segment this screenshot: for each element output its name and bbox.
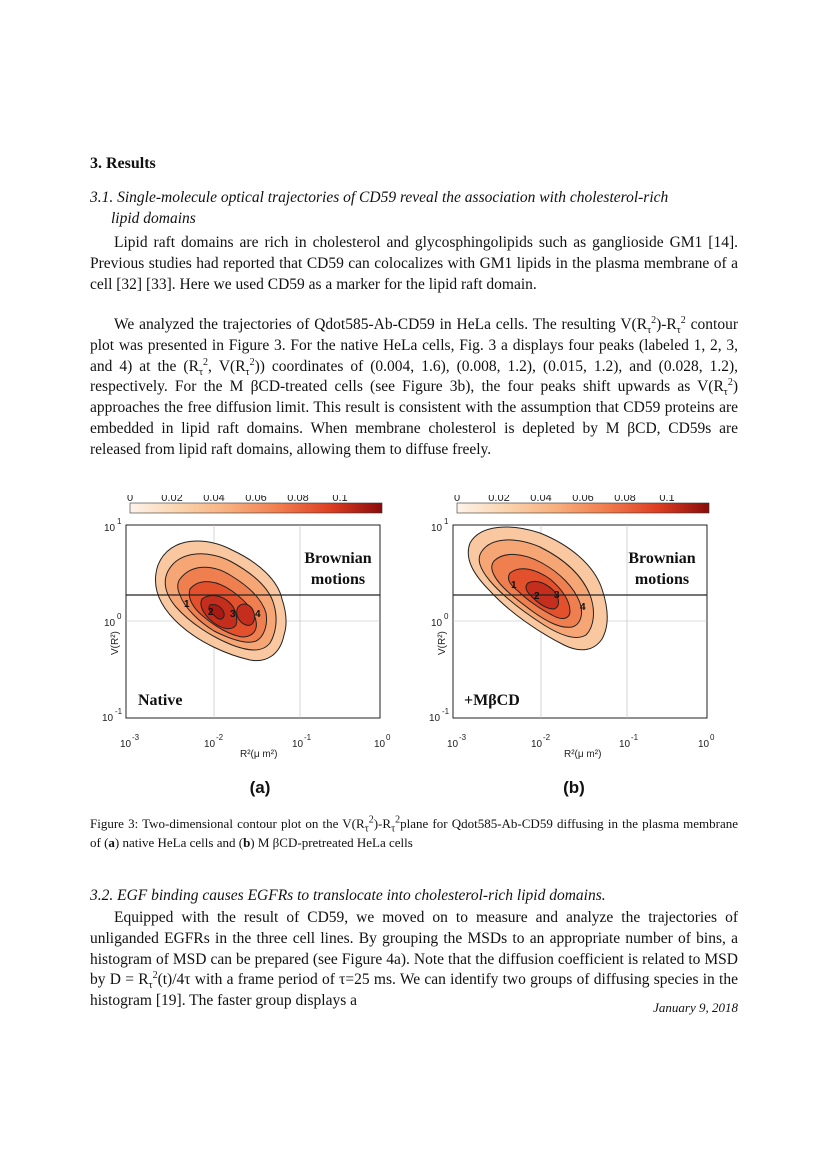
svg-text:10: 10	[431, 523, 443, 534]
contour-figure	[90, 495, 738, 805]
section-title: 3. Results	[90, 155, 156, 172]
panel-b	[429, 495, 715, 797]
colorbar-tick: 0.04	[530, 495, 552, 504]
annotation-line2: motions	[634, 571, 690, 588]
svg-text:1: 1	[444, 517, 449, 526]
svg-text:0: 0	[710, 733, 715, 742]
colorbar-tick: 0	[126, 495, 134, 504]
x-ticks-a	[120, 733, 391, 750]
colorbar-a	[130, 503, 382, 513]
paragraph-text: Lipid raft domains are rich in cholesterol and glycosphingolipids such as ganglioside GM1 [14]. Previous studies had reported that CD59 can colocalizes with GM1 lipids in the plasma membrane of a cell [32] [33]. Here we used CD59 as a marker for the lipid raft domain.	[90, 234, 738, 293]
colorbar-tick: 0.04	[203, 495, 225, 504]
colorbar-tick: 0	[453, 495, 461, 504]
svg-text:10: 10	[429, 713, 441, 724]
colorbar-tick: 0.06	[245, 495, 267, 504]
paragraph-lipid-raft	[90, 233, 738, 295]
subsection-title-line1: 3.1. Single-molecule optical trajectories of CD59 reveal the association with cholesterol-rich	[90, 189, 669, 206]
footer-date: January 9, 2018	[653, 1000, 738, 1015]
svg-text:-1: -1	[115, 707, 123, 716]
paragraph-trajectories: We analyzed the trajectories of Qdot585-Ab-CD59 in HeLa cells. The resulting $V(R_\tau^2)-R_\tau^2$ contour plot was presented in Figure 3. For the native HeLa cells, Fig. 3 a displays four peaks (labeled 1, 2, 3, and 4) at the ($R_\tau^2$, $V(R_\tau^2)$) coordinates of (0.004, 1.6), (0.008, 1.2), (0.015, 1.2), and (0.028, 1.2), respectively. For the M βCD-treated cells (see Figure 3b), the four peaks shift upwards as $V(R_\tau^2)$ approaches the free diffusion limit. This result is consistent with the assumption that CD59 proteins are embedded in lipid raft domains. When membrane cholesterol is depleted by M βCD, CD59s are released from lipid raft domains, allowing them to diffuse freely.	[90, 314, 738, 458]
colorbar-tick: 0.08	[287, 495, 309, 504]
svg-text:-3: -3	[132, 733, 140, 742]
colorbar-b	[457, 503, 709, 513]
svg-text:10: 10	[120, 739, 132, 750]
peak-label: 1	[184, 599, 190, 610]
colorbar-tick: 0.06	[572, 495, 594, 504]
svg-text:-2: -2	[216, 733, 224, 742]
peak-label: 1	[511, 580, 517, 591]
colorbar-ticks-a	[127, 495, 348, 504]
panel-label-a: (a)	[249, 778, 271, 797]
svg-text:0: 0	[444, 612, 449, 621]
colorbar-ticks-b	[454, 495, 675, 504]
colorbar-tick: 0.1	[659, 495, 675, 504]
figure-caption: Figure 3: Two-dimensional contour plot on the $V(R_\tau^2)-R_\tau^2plane$ for Qdot585-Ab-CD59 diffusing in the plasma membrane of (a) native HeLa cells and (b) M βCD-pretreated HeLa cells	[90, 814, 738, 850]
peak-label: 4	[255, 609, 261, 620]
svg-text:0: 0	[117, 612, 122, 621]
svg-text:10: 10	[619, 739, 631, 750]
figure-3	[90, 495, 738, 805]
svg-text:-1: -1	[304, 733, 312, 742]
svg-text:10: 10	[431, 618, 443, 629]
x-axis-label-a: R²(μ m²)	[240, 749, 278, 760]
y-ticks-b	[429, 517, 450, 724]
annotation-line1: Brownian	[304, 550, 372, 567]
svg-text:10: 10	[204, 739, 216, 750]
subsection-title-line2: lipid domains	[111, 210, 196, 227]
condition-label-b: +MβCD	[464, 692, 520, 709]
peak-label: 3	[230, 609, 236, 620]
svg-text:-1: -1	[631, 733, 639, 742]
peak-label: 3	[554, 590, 560, 601]
y-axis-label-a: V(R²)	[110, 631, 121, 655]
svg-text:-3: -3	[459, 733, 467, 742]
subsection-title-3-2: 3.2. EGF binding causes EGFRs to translocate into cholesterol-rich lipid domains.	[90, 887, 606, 904]
panel-label-b: (b)	[563, 778, 585, 797]
peak-label: 2	[534, 591, 540, 602]
x-axis-label-b: R²(μ m²)	[564, 749, 602, 760]
peak-label: 4	[580, 602, 586, 613]
svg-text:10: 10	[104, 523, 116, 534]
svg-text:1: 1	[117, 517, 122, 526]
y-axis-label-b: V(R²)	[437, 631, 448, 655]
svg-text:10: 10	[374, 739, 386, 750]
svg-text:10: 10	[698, 739, 710, 750]
svg-text:10: 10	[531, 739, 543, 750]
panel-a	[102, 495, 391, 797]
svg-text:-2: -2	[543, 733, 551, 742]
annotation-line1: Brownian	[628, 550, 696, 567]
svg-text:10: 10	[447, 739, 459, 750]
svg-text:0: 0	[386, 733, 391, 742]
subsection-title-3-1	[90, 187, 738, 229]
paragraph-egfr: Equipped with the result of CD59, we moved on to measure and analyze the trajectories of unliganded EGFRs in the three cell lines. By grouping the MSDs to an appropriate number of bins, a histogram of MSD can be prepared (see Figure 4a). Note that the diffusion coefficient is related to MSD by $D = R_\tau^2(t)/4\tau$ with a frame period of τ=25 ms. We can identify two groups of diffusing species in the histogram [19]. The faster group displays a	[90, 909, 738, 1010]
svg-text:10: 10	[104, 618, 116, 629]
y-ticks-a	[102, 517, 123, 724]
colorbar-tick: 0.08	[614, 495, 636, 504]
colorbar-tick: 0.02	[488, 495, 510, 504]
svg-text:10: 10	[292, 739, 304, 750]
colorbar-tick: 0.1	[332, 495, 348, 504]
svg-text:-1: -1	[442, 707, 450, 716]
svg-text:10: 10	[102, 713, 114, 724]
peak-label: 2	[208, 607, 214, 618]
annotation-line2: motions	[310, 571, 366, 588]
condition-label-a: Native	[138, 692, 183, 709]
x-ticks-b	[447, 733, 715, 750]
colorbar-tick: 0.02	[161, 495, 183, 504]
